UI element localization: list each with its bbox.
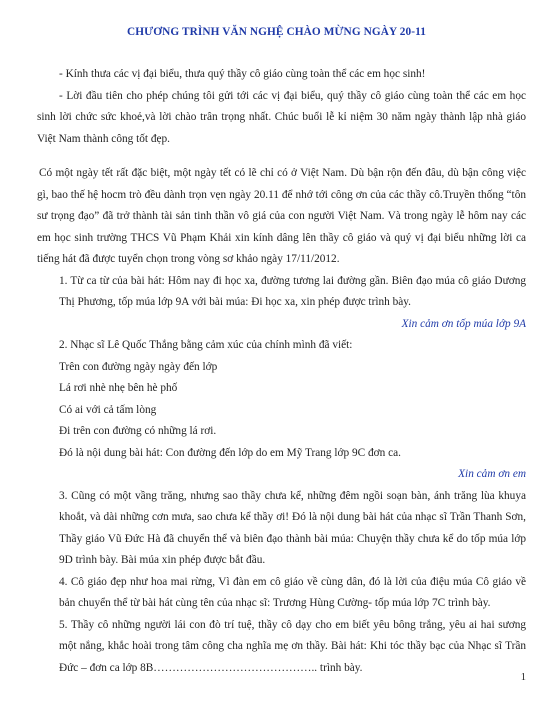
- program-item-5: 5. Thầy cô những người lái con đò trí tuệ, thầy cô dạy cho em biết yêu bông trắng, yêu ai hai sương một nắng, khắc hoài trong tâm công cha nghĩa mẹ ơn thầy. Bài hát: Khi tóc thầy bạc của Nhạc sĩ Trần Đức – đơn ca lớp 8B…………………………………….. trình bày.: [59, 618, 526, 674]
- program-item-2-outro: Đó là nội dung bài hát: Con đường đến lớp do em Mỹ Trang lớp 9C đơn ca.: [59, 446, 401, 459]
- program-item-3: 3. Cũng có một vầng trăng, nhưng sao thầy chưa kể, những đêm ngồi soạn bàn, ánh trăng lùa khuya khoắt, và dài những cơn mưa, sao chưa kể thầy ơi! Đó là nội dung bài hát của nhạc sĩ Trần Thanh Sơn, Thầy giáo Vũ Đức Hà đã chuyển thể và biên đạo thành bài múa: Chuyện thầy chưa kể do tốp múa lớp 9D trình bày. Bài múa xin phép được bắt đầu.: [59, 489, 526, 566]
- page-number: 1: [520, 672, 526, 683]
- welcome-paragraph: - Lời đầu tiên cho phép chúng tôi gửi tới các vị đại biểu, quý thầy cô giáo cùng toàn thể các em học sinh lời chức sức khoẻ,và lời chào trân trọng nhất. Chúc buổi lễ kỉ niệm 30 năm ngày thành lập nhà giáo Việt Nam thành công tốt đẹp.: [37, 89, 526, 145]
- opening-section: [37, 64, 526, 150]
- thanks-line-1: Xin cảm ơn tốp múa lớp 9A: [401, 317, 526, 330]
- lyric-line-4: Đi trên con đường có những lá rơi.: [59, 425, 217, 437]
- program-item-1: 1. Từ ca từ của bài hát: Hôm nay đi học xa, đường tương lai đường gần. Biên đạo múa cô giáo Dương Thị Phương, tốp múa lớp 9A với bài múa: Đi học xa, xin phép được trình bày.: [59, 274, 526, 308]
- lyric-line-1: Trên con đường ngày ngày đến lớp: [59, 360, 218, 373]
- page-title: CHƯƠNG TRÌNH VĂN NGHỆ CHÀO MỪNG NGÀY 20-11: [126, 26, 427, 38]
- program-item-2-intro: 2. Nhạc sĩ Lê Quốc Thắng bằng cảm xúc của chính mình đã viết:: [59, 339, 353, 351]
- program-item-4: 4. Cô giáo đẹp như hoa mai rừng, Vì đàn em cô giáo về cùng dân, đó là lời của điệu múa Cô giáo về bản chuyển thể từ bài hát cùng tên của nhạc sĩ: Trương Hùng Cường- tốp múa lớp 7C trình bày.: [59, 575, 526, 609]
- lyric-line-3: Có ai với cả tấm lòng: [59, 403, 157, 416]
- main-section: [37, 163, 526, 679]
- greeting-paragraph: - Kính thưa các vị đại biểu, thưa quý thầy cô giáo cùng toàn thể các em học sinh!: [59, 68, 426, 80]
- intro-paragraph: Có một ngày tết rất đặc biệt, một ngày tết có lẽ chỉ có ở Việt Nam. Dù bận rộn đến đâu, dù bận công việc gì, bao thế hệ hocm trò đều dành trọn vẹn ngày 20.11 để nhớ tới công ơn của các thầy cô.Truyền thống “tôn sư trọng đạo” đã trở thành tài sản tinh thần vô giá của con người Việt Nam. Và trong ngày lễ hôm nay các em học sinh trường THCS Vũ Phạm Khải xin kính dâng lên thầy cô giáo và quý vị đại biểu những lời ca tiếng hát đã được tuyển chọn trong vòng sơ khảo ngày 17/11/2012.: [37, 167, 526, 265]
- lyric-line-2: Lá rơi nhè nhẹ bên hè phố: [59, 382, 178, 394]
- thanks-line-2: Xin cảm ơn em: [458, 468, 526, 480]
